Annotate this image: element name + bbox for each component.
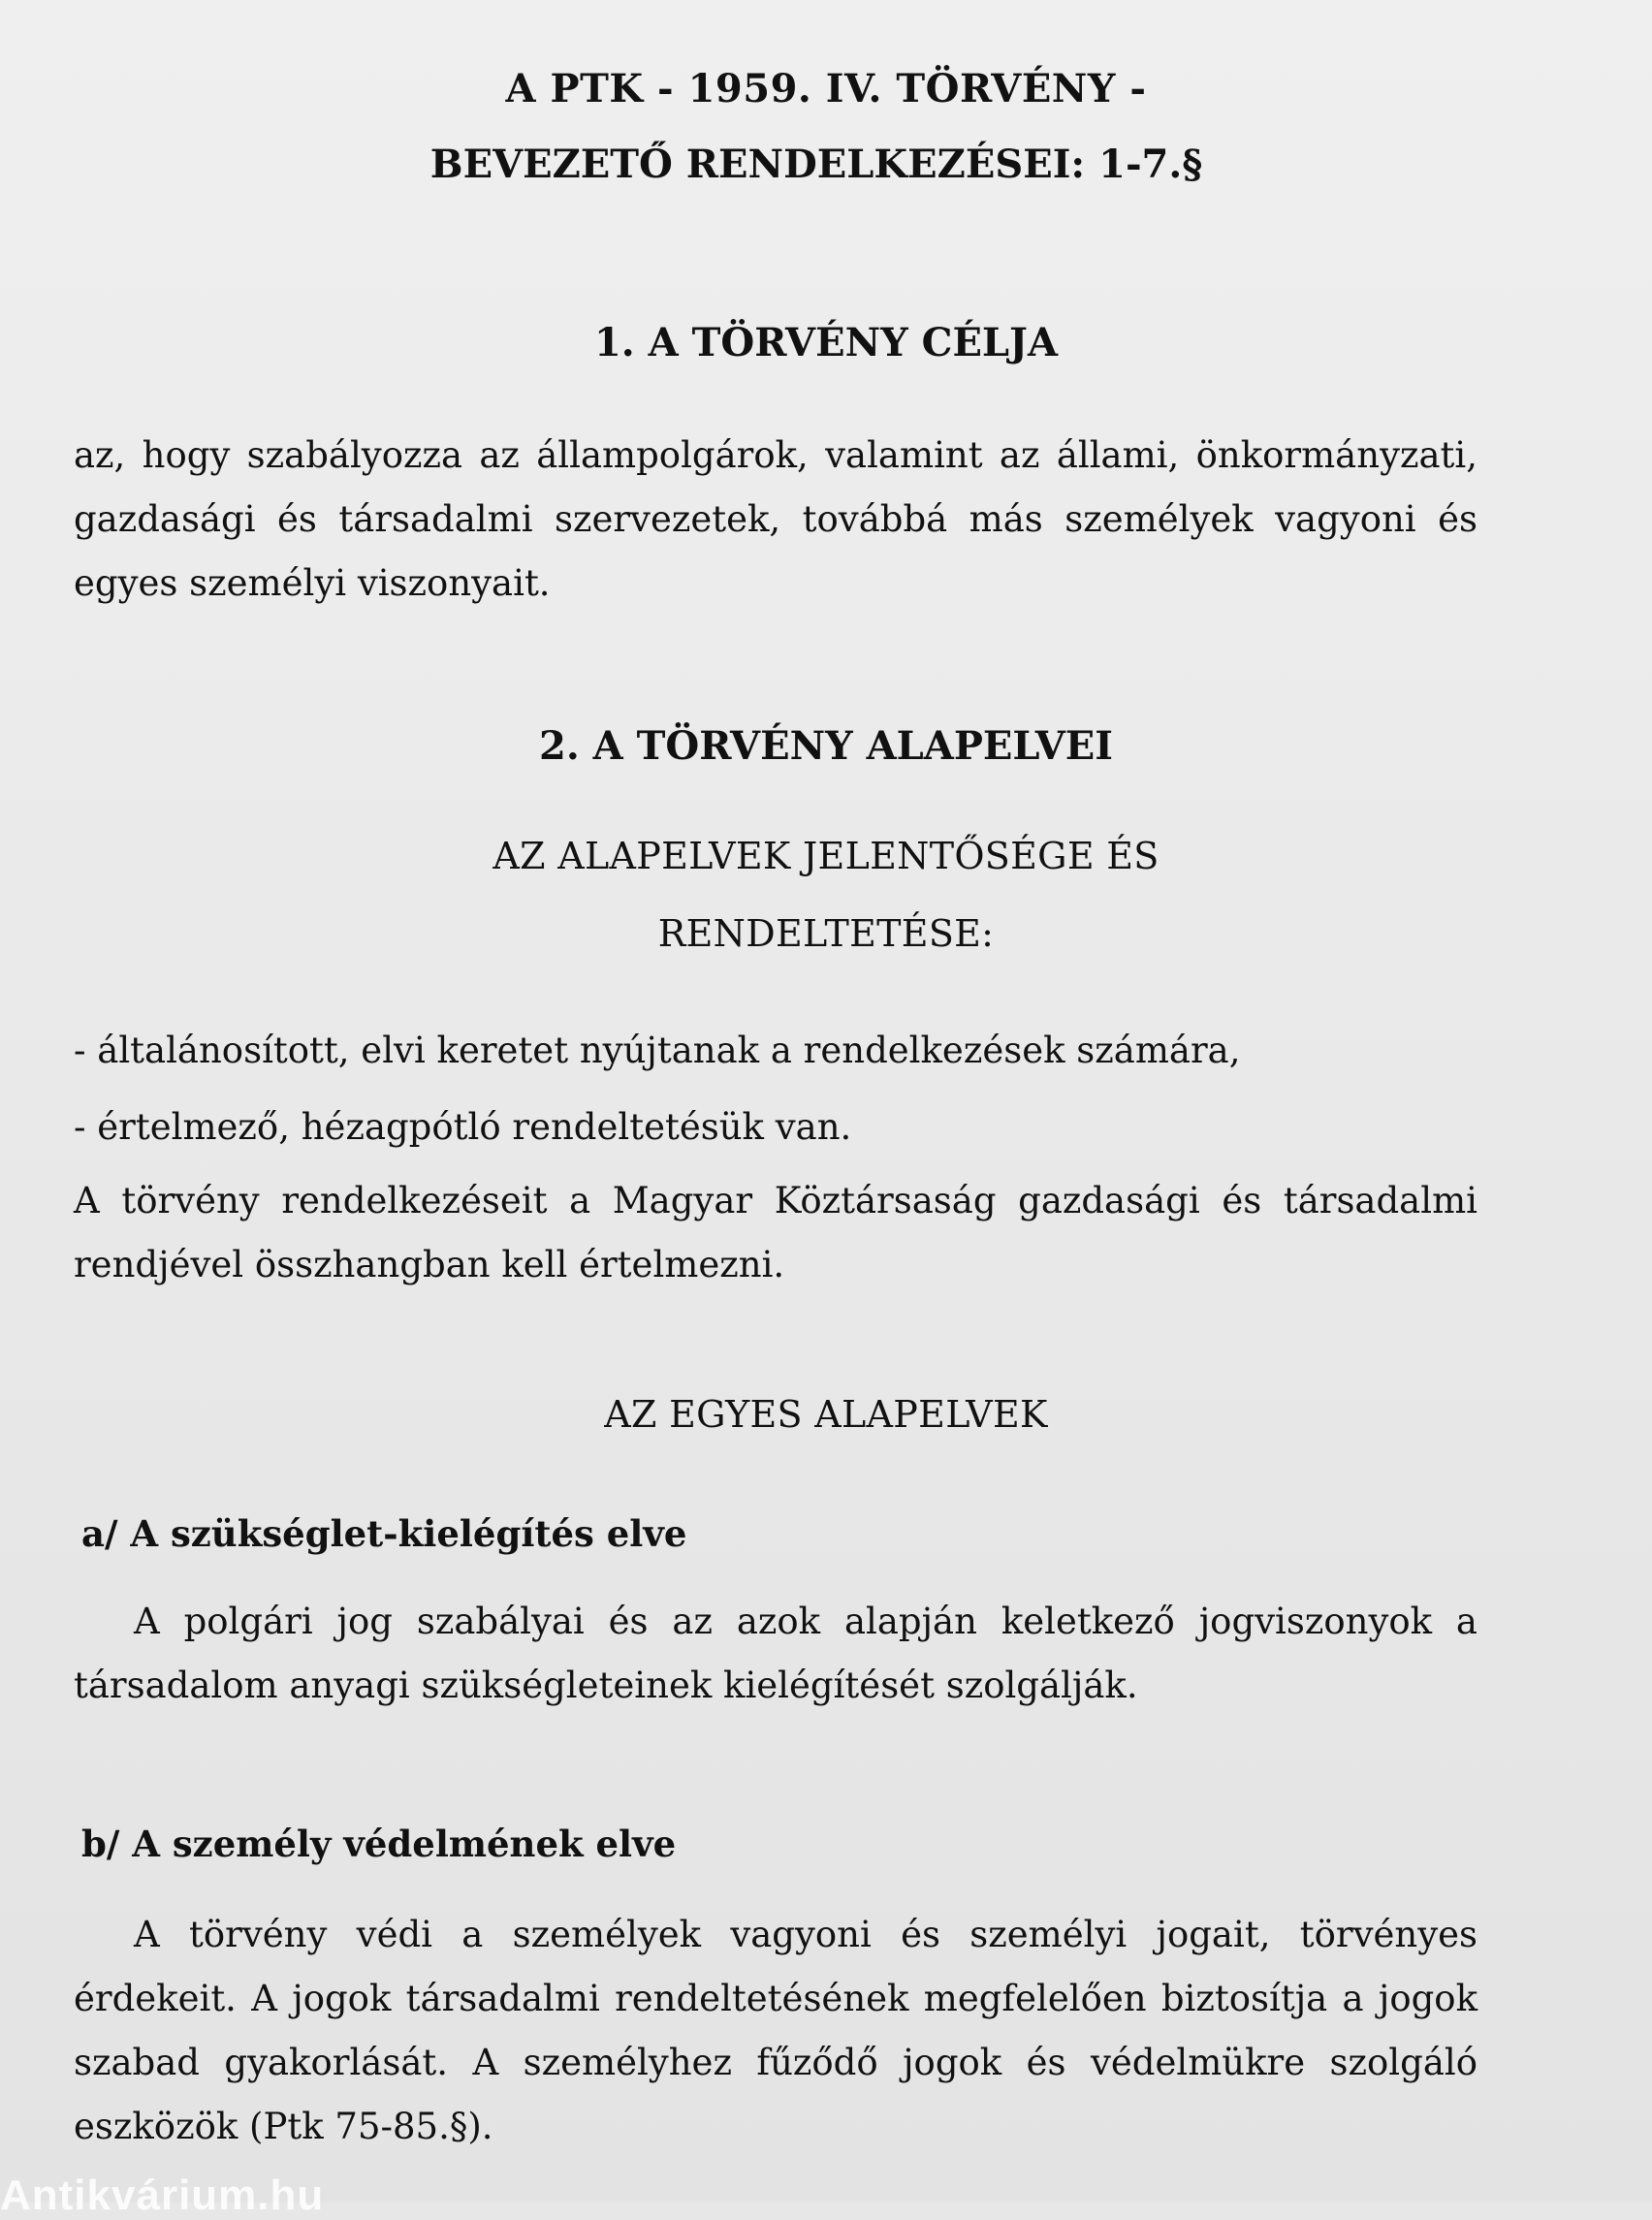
section2-text: A törvény rendelkezéseit a Magyar Köztársaság gazdasági és társadalmi rendjével összhangban kell értelmezni. (74, 1180, 1477, 1285)
principle-a-heading: a/ A szükséglet-kielégítés elve (81, 1512, 687, 1555)
section2-subheading-line2: RENDELTETÉSE: (657, 912, 995, 955)
principles-heading: AZ EGYES ALAPELVEK (604, 1393, 1048, 1436)
bullet-item: - értelmező, hézagpótló rendeltetésük van. (74, 1106, 852, 1148)
document-title-line2: BEVEZETŐ RENDELKEZÉSEI: 1-7.§ (429, 142, 1203, 187)
watermark: Antikvárium.hu (0, 2172, 325, 2219)
document-title-line1: A PTK - 1959. IV. TÖRVÉNY - (505, 66, 1147, 111)
section2-subheading-line1: AZ ALAPELVEK JELENTŐSÉGE ÉS (492, 835, 1160, 877)
section2-heading: 2. A TÖRVÉNY ALAPELVEI (538, 723, 1113, 769)
principle-a-text: A polgári jog szabályai és az azok alapján keletkező jogviszonyok a társadalom anyagi szükségleteinek kielégítését szolgálják. (74, 1601, 1477, 1706)
principle-b-heading: b/ A személy védelmének elve (81, 1823, 677, 1865)
principle-b-text: A törvény védi a személyek vagyoni és személyi jogait, törvényes érdekeit. A jogok társadalmi rendeltetésének megfelelően biztosítja a jogok szabad gyakorlását. A személyhez fűződő jogok és védelmükre szolgáló eszközök (Ptk 75-85.§). (74, 1914, 1477, 2147)
bullet-item: - általánosított, elvi keretet nyújtanak a rendelkezések számára, (74, 1030, 1241, 1071)
section1-heading: 1. A TÖRVÉNY CÉLJA (593, 320, 1059, 365)
section1-text: az, hogy szabályozza az állampolgárok, valamint az állami, önkormányzati, gazdasági és társadalmi szervezetek, továbbá más személyek vagyoni és egyes személyi viszonyait. (74, 434, 1477, 604)
